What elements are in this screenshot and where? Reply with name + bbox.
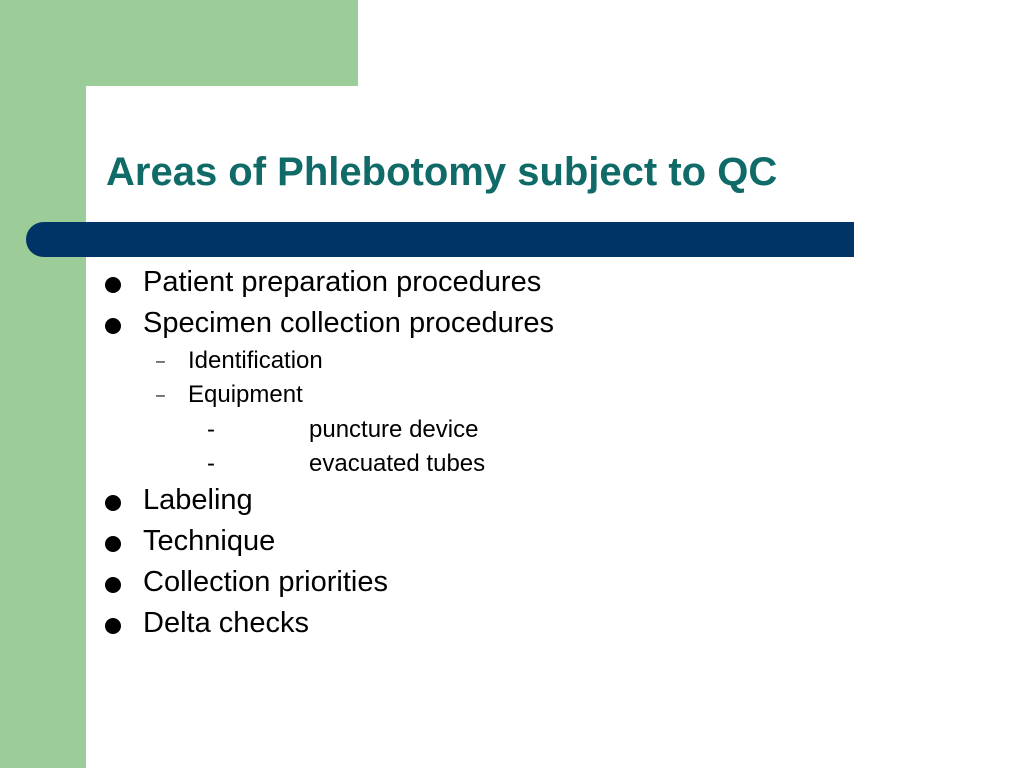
sub-bullet-marker: – — [156, 352, 165, 370]
sub-sub-bullet-item — [207, 450, 485, 478]
bullet-dot-icon — [105, 618, 121, 634]
sub-sub-bullet-text: evacuated tubes — [309, 450, 486, 477]
bullet-dot-icon — [105, 577, 121, 593]
bullet-dot-icon — [105, 536, 121, 552]
bullet-text: Collection priorities — [143, 566, 388, 598]
bullet-text: Technique — [143, 525, 276, 557]
bullet-item — [105, 307, 554, 340]
bullet-text: Specimen collection procedures — [143, 307, 555, 339]
bullet-item — [105, 266, 541, 299]
bullet-text: Labeling — [143, 484, 253, 516]
sub-bullet-text: Identification — [188, 347, 323, 374]
bullet-item — [105, 525, 275, 558]
slide-title: Areas of Phlebotomy subject to QC — [106, 150, 778, 194]
bullet-item — [105, 484, 253, 517]
bullet-dot-icon — [105, 277, 121, 293]
sub-sub-bullet-item — [207, 416, 478, 444]
bullet-dot-icon — [105, 318, 121, 334]
sub-bullet-marker: – — [156, 386, 165, 404]
sub-bullet-text: Equipment — [188, 381, 303, 408]
bullet-dot-icon — [105, 495, 121, 511]
sub-bullet-item — [156, 347, 323, 375]
bullet-text: Delta checks — [143, 607, 310, 639]
sub-sub-bullet-marker: - — [207, 450, 215, 477]
bullet-text: Patient preparation procedures — [143, 266, 542, 298]
sub-bullet-item — [156, 381, 303, 409]
sub-sub-bullet-marker: - — [207, 416, 215, 443]
bullet-item — [105, 566, 388, 599]
bullet-item — [105, 607, 309, 640]
sub-sub-bullet-text: puncture device — [309, 416, 479, 443]
